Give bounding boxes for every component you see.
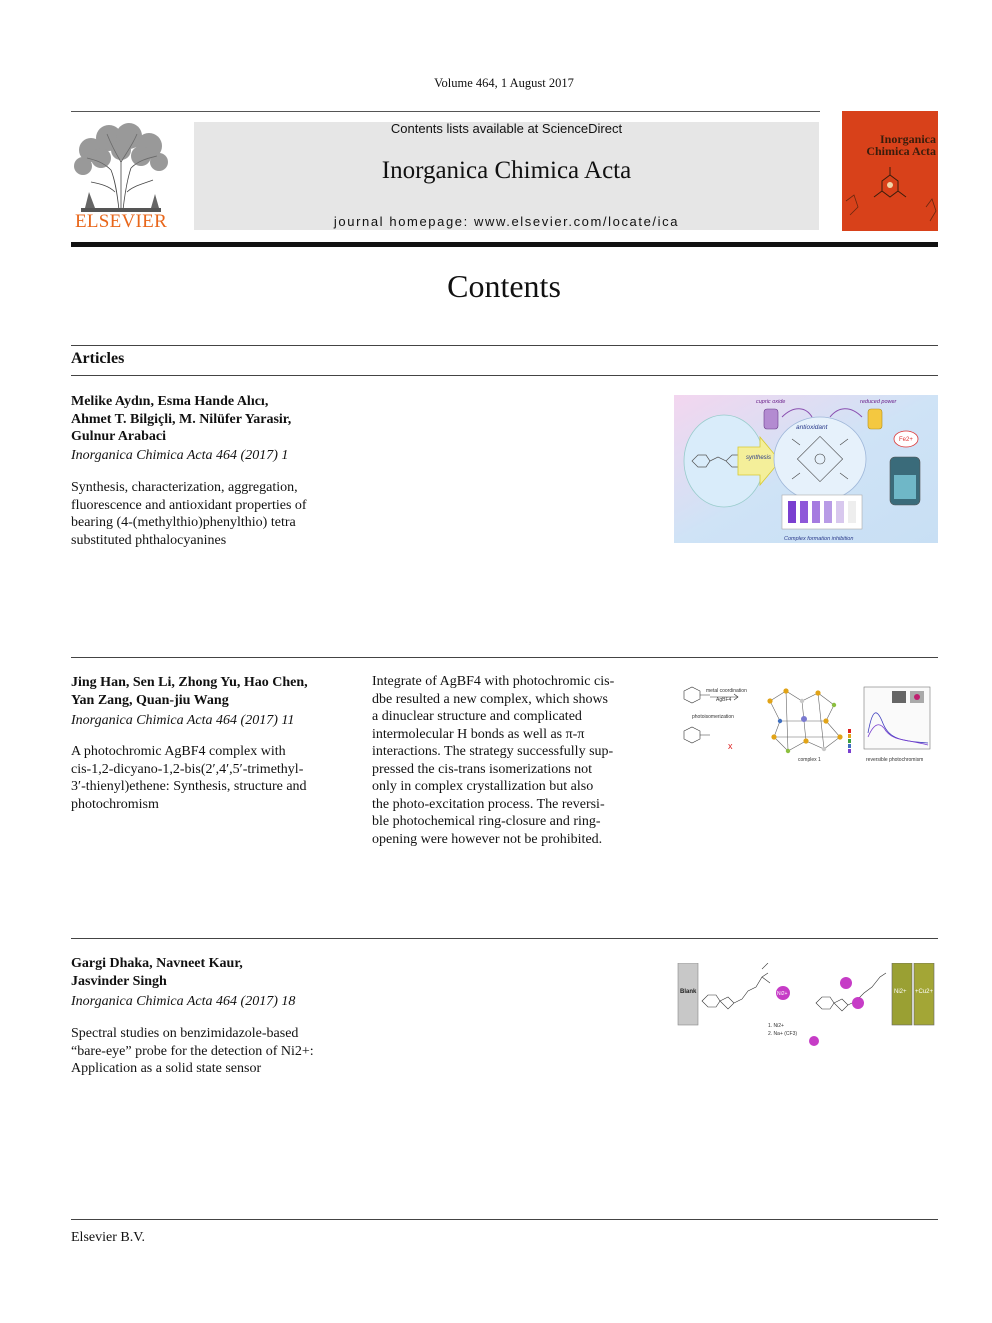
graphic-label-photoiso: photoisomerization (692, 714, 734, 720)
article-1-title-line: substituted phthalocyanines (71, 532, 227, 548)
article-2-citation[interactable]: Inorganica Chimica Acta 464 (2017) 11 (71, 713, 295, 728)
graphic-inset-dark (892, 691, 906, 703)
graphic-label-agbf4: AgBF4 (716, 697, 732, 703)
article-2-title-line: 3′-thienyl)ethene: Synthesis, structure and (71, 779, 307, 794)
graphic-cross-mark: x (728, 741, 733, 751)
article-2-title[interactable] (71, 743, 335, 813)
abstract-line: only in complex crystallization but also (372, 779, 594, 794)
graphic-label-cupric: cupric oxide (756, 399, 786, 405)
graphic-crystal-structure (767, 688, 842, 753)
article-1-authors-line: Gulnur Arabaci (71, 429, 167, 444)
article-2-title-line: cis-1,2-dicyano-1,2-bis(2′,4′,5′-trimethyl- (71, 761, 304, 777)
graphic-label-fe: Fe2+ (899, 437, 913, 443)
article-2-title-line: A photochromic AgBF4 complex with (71, 744, 286, 759)
page-title: Contents (447, 268, 561, 304)
graphic-complex-structure (816, 973, 886, 1011)
journal-homepage-link[interactable]: journal homepage: www.elsevier.com/locate/ica (333, 214, 680, 229)
article-1-title-line: Synthesis, characterization, aggregation, (71, 480, 298, 495)
section-label-articles: Articles (71, 350, 125, 367)
graphic-inset-spot (914, 694, 920, 700)
abstract-line: a dinuclear structure and complicated (372, 709, 582, 724)
abstract-line: interactions. The strategy successfully sup- (372, 744, 614, 759)
graphic-label-reduced: reduced power (860, 399, 897, 405)
header-bottom-rule (71, 242, 938, 247)
article-2-abstract (372, 673, 636, 848)
graphic-label-blank: Blank (680, 989, 697, 995)
graphic-label-step2: 2. Na+ (CF3) (768, 1031, 798, 1037)
graphic-ni-legend (809, 1036, 819, 1046)
graphic-sample-liquid (894, 475, 916, 499)
article-divider (71, 657, 938, 658)
graphic-label-step1: 1. Ni2+ (768, 1023, 784, 1029)
graphic-label-ni-vial: Ni2+ (894, 989, 907, 995)
abstract-line: Integrate of AgBF4 with photochromic cis- (372, 674, 615, 689)
graphic-ni-complex-1 (840, 977, 852, 989)
article-3-title[interactable] (71, 1025, 335, 1078)
cover-title-line1: Inorganica (879, 132, 936, 146)
journal-title: Inorganica Chimica Acta (381, 157, 632, 184)
abstract-line: intermolecular H bonds as well as π-π (372, 726, 585, 742)
article-2-authors[interactable] (71, 674, 341, 709)
graphic-colorbar (848, 729, 851, 753)
graphic-label-cu-vial: +Cu2+ (915, 989, 934, 995)
section-rule-top (71, 345, 938, 346)
abstract-line: ble photochemical ring-closure and ring- (372, 814, 601, 829)
graphic-label-metal: metal coordination (706, 688, 747, 694)
cover-molecule-icon (842, 111, 938, 231)
abstract-line: dbe resulted a new complex, which shows (372, 691, 608, 707)
article-3-authors-line: Gargi Dhaka, Navneet Kaur, (71, 956, 243, 971)
article-3-title-line: Spectral studies on benzimidazole-based (71, 1026, 299, 1041)
graphic-label-antioxidant: antioxidant (796, 424, 828, 431)
article-1-graphical-abstract[interactable] (674, 395, 938, 543)
graphic-benzimidazole-probe (702, 963, 770, 1009)
abstract-line: the photo-excitation process. The reversi- (372, 796, 605, 812)
graphic-label-complex: Complex formation inhibition (784, 536, 854, 542)
graphic-vial-purple (764, 409, 778, 429)
abstract-line: pressed the cis-trans isomerizations not (372, 761, 593, 777)
article-1-title[interactable] (71, 479, 335, 549)
cover-title-line2: Chimica Acta (866, 144, 936, 158)
header-top-rule (71, 111, 820, 112)
section-rule-bottom (71, 375, 938, 376)
contents-lists-link[interactable]: Contents lists available at ScienceDirect (390, 121, 623, 136)
journal-cover[interactable] (842, 111, 938, 231)
graphic-label-complex1: complex 1 (798, 757, 821, 763)
article-1-authors[interactable] (71, 393, 341, 446)
article-3-authors-line: Jasvinder Singh (71, 973, 167, 989)
publisher-footer: Elsevier B.V. (71, 1230, 146, 1245)
article-1-title-line: bearing (4-(methylthio)phenylthio) tetra (71, 515, 296, 530)
article-3-title-line: “bare-eye” probe for the detection of Ni2+: (71, 1043, 314, 1059)
abstract-line: opening were however not be prohibited. (372, 831, 603, 847)
article-divider (71, 938, 938, 939)
article-3-authors[interactable] (71, 955, 341, 990)
article-3-citation[interactable]: Inorganica Chimica Acta 464 (2017) 18 (71, 994, 296, 1009)
article-3-title-line: Application as a solid state sensor (71, 1061, 262, 1076)
footer-rule (71, 1219, 938, 1220)
article-2-graphical-abstract[interactable] (676, 681, 938, 773)
article-1-authors-line: Melike Aydın, Esma Hande Alıcı, (71, 394, 269, 409)
graphic-label-ni-ion: Ni2+ (777, 991, 788, 997)
article-1-title-line: fluorescence and antioxidant properties of (71, 497, 307, 513)
elsevier-wordmark: ELSEVIER (74, 211, 168, 232)
volume-line: Volume 464, 1 August 2017 (434, 76, 574, 90)
article-2-authors-line: Jing Han, Sen Li, Zhong Yu, Hao Chen, (71, 675, 308, 690)
article-1-authors-line: Ahmet T. Bilgiçli, M. Nilüfer Yarasir, (71, 411, 292, 427)
graphic-label-reversible: reversible photochromism (866, 757, 924, 763)
article-3-graphical-abstract[interactable] (676, 963, 938, 1053)
graphic-label-synthesis: synthesis (746, 455, 772, 461)
article-1-citation[interactable]: Inorganica Chimica Acta 464 (2017) 1 (71, 448, 289, 463)
graphic-vial-yellow (868, 409, 882, 429)
graphic-ni-complex-2 (852, 997, 864, 1009)
article-2-authors-line: Yan Zang, Quan-jiu Wang (71, 692, 229, 708)
article-2-title-line: photochromism (71, 796, 159, 812)
